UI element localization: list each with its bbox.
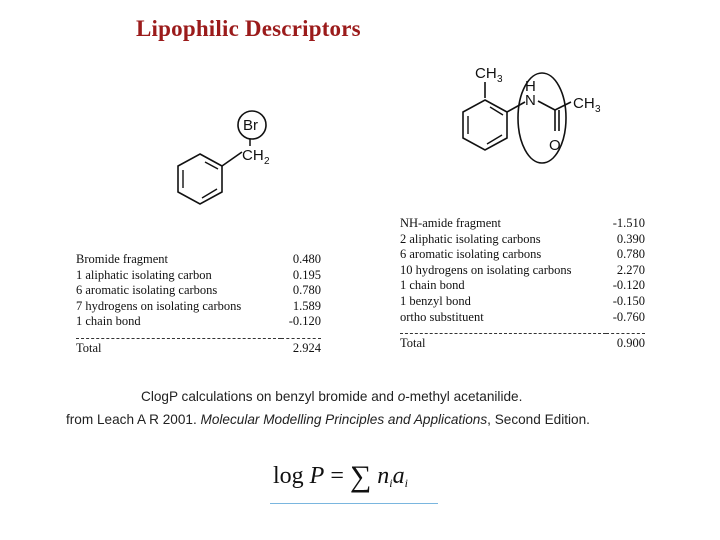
table-row: [400, 294, 645, 310]
fragment-label: 7 hydrogens on isolating carbons: [76, 298, 242, 313]
fragment-value: -0.120: [288, 314, 321, 329]
br-label: Br: [243, 117, 258, 134]
table-row: [400, 232, 645, 248]
table-row: [76, 252, 321, 268]
total-row: [400, 334, 645, 352]
h-label: H: [525, 78, 536, 95]
benzyl-bromide-fragment-table: [76, 252, 321, 357]
fragment-value: 0.480: [292, 252, 321, 266]
dashed-divider: [400, 325, 645, 334]
figure-caption: ClogP calculations on benzyl bromide and o-methyl acetanilide.: [141, 389, 523, 404]
summation-symbol: ∑: [349, 460, 372, 493]
fragment-label: 1 chain bond: [400, 278, 465, 293]
table-row: [400, 216, 645, 232]
fragment-value: -1.510: [612, 216, 645, 230]
total-value: 2.924: [292, 340, 321, 355]
table-row: [76, 314, 321, 330]
table-row: [76, 268, 321, 284]
fragment-value: 0.390: [616, 231, 645, 246]
fragment-label: 1 benzyl bond: [400, 293, 471, 308]
fragment-label: 6 aromatic isolating carbons: [400, 247, 542, 262]
ch2-label: CH: [242, 147, 264, 164]
ch3-top-subscript: 3: [497, 74, 503, 85]
dashed-divider: [76, 330, 321, 339]
methyl-acetanilide-fragment-table: [400, 216, 645, 352]
fragment-value: 1.589: [292, 298, 321, 313]
table-row: [400, 263, 645, 279]
fragment-label: 6 aromatic isolating carbons: [76, 283, 218, 298]
fragment-label: 1 aliphatic isolating carbon: [76, 267, 212, 282]
total-value: 0.900: [616, 336, 645, 351]
total-row: [76, 338, 321, 356]
fragment-value: 0.780: [292, 283, 321, 298]
fragment-value: 0.780: [616, 247, 645, 262]
formula-underline: [270, 503, 438, 504]
table-row: [400, 310, 645, 326]
methyl-acetanilide-structure: [445, 58, 615, 173]
table-row: [400, 278, 645, 294]
fragment-value: -0.150: [612, 293, 645, 308]
logp-formula: log P = ∑ $n_ia_i$: [273, 460, 408, 493]
fragment-label: NH-amide fragment: [400, 216, 502, 230]
fragment-value: -0.760: [612, 309, 645, 324]
fragment-value: -0.120: [612, 278, 645, 293]
ch3-right-label: CH: [573, 95, 595, 112]
fragment-label: ortho substituent: [400, 309, 484, 324]
total-label: Total: [76, 340, 102, 355]
fragment-value: 2.270: [616, 262, 645, 277]
table-row: [76, 299, 321, 315]
fragment-value: 0.195: [292, 267, 321, 282]
benzyl-bromide-structure: [160, 102, 290, 217]
fragment-label: 2 aliphatic isolating carbons: [400, 231, 541, 246]
ch3-top-label: CH: [475, 65, 497, 82]
slide-title: Lipophilic Descriptors: [136, 16, 361, 41]
fragment-label: 1 chain bond: [76, 314, 141, 329]
figure-citation: from Leach A R 2001. Molecular Modelling Principles and Applications, Second Edition.: [66, 412, 590, 427]
table-row: [400, 247, 645, 263]
n-label: N: [525, 92, 536, 109]
ch3-right-subscript: 3: [595, 104, 601, 115]
total-label: Total: [400, 336, 426, 351]
fragment-label: Bromide fragment: [76, 252, 168, 266]
ch2-subscript: 2: [264, 156, 270, 167]
fragment-label: 10 hydrogens on isolating carbons: [400, 262, 572, 277]
table-row: [76, 283, 321, 299]
o-label: O: [549, 137, 561, 154]
